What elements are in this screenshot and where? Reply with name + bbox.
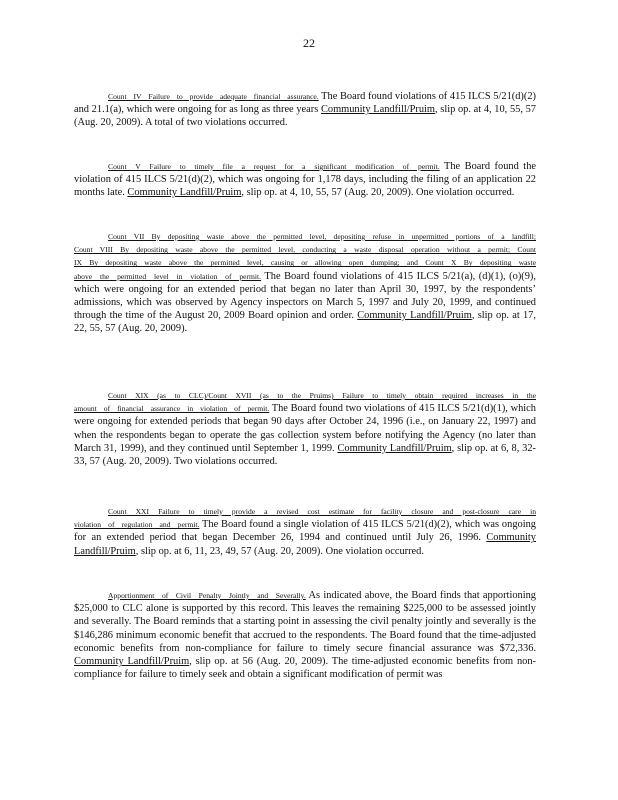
paragraph-heading: Count XXI Failure to timely provide a revised cost estimate for facility closure and post-closure care in violation of regulation and permit. [74,507,536,530]
case-citation: Community Landfill/Pruim [74,656,190,668]
paragraph-body: The Board found violations of 415 ILCS 5/21(a), (d)(1), (o)(9), which were ongoing for an extended period that began no later than April 30, 1997, by the respondents’ admissions, which was observed by Agency inspectors on March 5, 1997 and July 20, 1999, and continued through the time of the August 20, 2009 Board opinion and order. [74,270,536,322]
paragraph-heading: Count V Failure to timely file a request for a significant modification of permit. [108,162,440,171]
paragraph-heading: Apportionment of Civil Penalty Jointly and Severally. [108,591,306,600]
case-citation: Community Landfill/Pruim [320,104,436,116]
paragraph-count-v [74,160,536,200]
paragraph-body: , slip op. at 6, 8, 32-33, 57 (Aug. 20, 2009). Two violations occurred. [74,442,536,468]
paragraph-counts-vii-x [74,230,536,336]
paragraph-count-xxi [74,505,536,558]
paragraph-body: , slip op. at 6, 11, 23, 49, 57 (Aug. 20, 2009). One violation occurred. [135,545,424,557]
paragraph-body: As indicated above, the Board finds that apportioning $25,000 to CLC alone is supported by this record. This leaves the remaining $225,000 to be assessed jointly and severally. The Board reminds that a starting point in assessing the civil penalty jointly and severally is the $146,286 minimum economic benefit that accrued to the respondents. The Board found that the time-adjusted economic benefits from non-compliance for failure to timely secure financial assurance was $72,336. [74,590,537,654]
paragraph-body: , slip op. at 56 (Aug. 20, 2009). The time-adjusted economic benefits from non-compliance for failure to timely seek and obtain a significant modification of permit was [74,656,536,681]
paragraph-apportionment [74,589,536,681]
paragraph-heading: Count IV Failure to provide adequate financial assurance. [108,92,319,101]
case-citation: Community Landfill/Pruim [74,532,536,557]
paragraph-body: , slip op. at 4, 10, 55, 57 (Aug. 20, 2009). One violation occurred. [241,187,515,199]
paragraph-body: , slip op. at 17, 22, 55, 57 (Aug. 20, 2009). [74,310,536,335]
case-citation: Community Landfill/Pruim [127,187,242,199]
case-citation: Community Landfill/Pruim [337,442,452,454]
paragraph-body: The Board found violations of 415 ILCS 5/21(d)(2) and 21.1(a), which were ongoing for as long as three years [74,91,536,116]
paragraph-body: The Board found a single violation of 415 ILCS 5/21(d)(2), which was ongoing for an extended period that began December 26, 1994 and continued until July 26, 1996. [74,519,536,544]
paragraph-heading: Count VII By depositing waste above the permitted level, depositing refuse in unpermitted portions of a landfill; Count VIII By depositing waste above the permitted level, conducting a waste disposal operation without a permit; Count IX By depositing waste above the permitted level, causing or allowing open dumping; and Count X By depositing waste above the permitted level in violation of permit. [74,232,536,281]
paragraph-count-xix [74,389,536,468]
paragraph-body: The Board found the violation of 415 ILCS 5/21(d)(2), which was ongoing for 1,178 days, including the filing of an application 22 months late. [74,161,537,199]
paragraph-body: , slip op. at 4, 10, 55, 57 (Aug. 20, 2009). A total of two violations occurred. [74,104,536,129]
page-number: 22 [303,36,315,50]
paragraph-count-iv [74,90,536,130]
case-citation: Community Landfill/Pruim [357,310,472,322]
paragraph-body: The Board found two violations of 415 ILCS 5/21(d)(1), which were ongoing for extended periods that began 90 days after October 24, 1996 (i.e., on January 22, 1997) and when the respondents began to operate the gas collection system before notifying the Agency (no later than March 31, 1999), and they continued until September 1, 1999. [74,403,536,454]
paragraph-heading: Count XIX (as to CLC)/Count XVII (as to the Pruims) Failure to timely obtain required increases in the amount of financial assurance in violation of permit. [74,391,536,414]
